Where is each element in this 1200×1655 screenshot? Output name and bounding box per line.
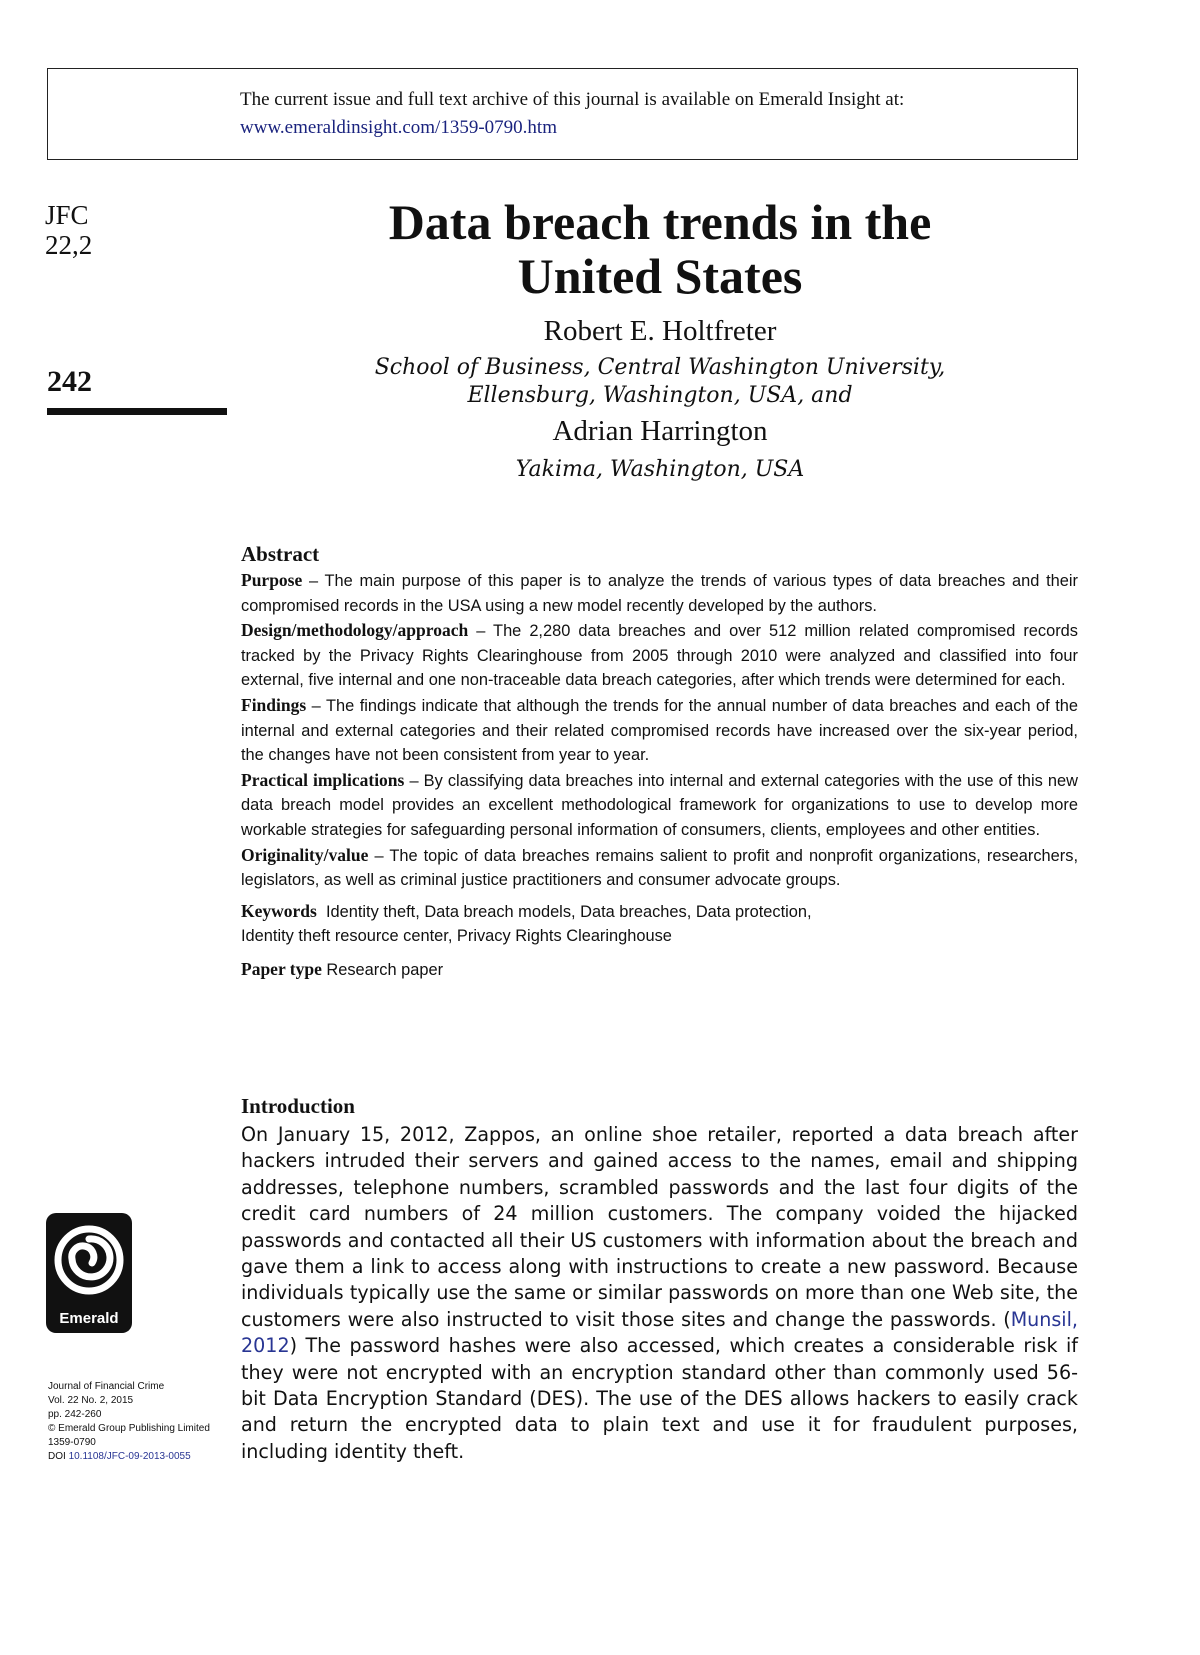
author-1-affiliation (240, 354, 1080, 410)
paper-type-value: Research paper (326, 960, 444, 979)
design-text: – The 2,280 data breaches and over 512 million related compromised records tracked by the Privacy Rights Clearinghouse from 2005 through 2010 were analyzed and classified into four external, five internal and one non-traceable data breach categories, after which trends were determined for each. (241, 622, 1078, 690)
introduction-paragraph (241, 1122, 1078, 1465)
publication-metadata (48, 1380, 238, 1464)
title-line-2: United States (517, 248, 803, 304)
page-number: 242 (47, 365, 92, 398)
doi-link[interactable]: 10.1108/JFC-09-2013-0055 (68, 1451, 191, 1462)
article-title (240, 195, 1080, 303)
abstract-purpose (241, 568, 1078, 618)
affiliation-1-line-2: Ellensburg, Washington, USA, and (467, 383, 853, 408)
originality-text: – The topic of data breaches remains salient to profit and nonprofit organizations, researchers, legislators, as well as criminal justice practitioners and consumer advocate groups. (241, 846, 1078, 890)
journal-volume: 22,2 (45, 230, 93, 260)
meta-volume: Vol. 22 No. 2, 2015 (48, 1395, 134, 1406)
page-number-rule (47, 408, 227, 415)
abstract-findings (241, 693, 1078, 768)
affiliation-1-line-1: School of Business, Central Washington University, (374, 355, 946, 380)
title-line-1: Data breach trends in the (388, 194, 932, 250)
meta-pages: pp. 242-260 (48, 1409, 102, 1420)
doi-label: DOI (48, 1451, 66, 1462)
keywords-line-1: Identity theft, Data breach models, Data breaches, Data protection, (325, 902, 812, 921)
journal-abbreviation (45, 200, 92, 260)
practical-label: Practical implications (241, 769, 405, 790)
meta-copyright: © Emerald Group Publishing Limited (48, 1423, 210, 1434)
author-2: Adrian Harrington (552, 415, 768, 447)
journal-url-link[interactable]: www.emeraldinsight.com/1359-0790.htm (240, 117, 557, 138)
abstract-practical (241, 768, 1078, 843)
meta-doi (48, 1450, 238, 1464)
purpose-text: – The main purpose of this paper is to analyze the trends of various types of data breaches and their compromised records in the USA using a new model recently developed by the authors. (241, 572, 1078, 615)
journal-notice-text: The current issue and full text archive of this journal is available on Emerald Insight at: (240, 89, 905, 110)
author-1: Robert E. Holtfreter (543, 315, 777, 347)
abstract-heading: Abstract (241, 542, 320, 566)
design-label: Design/methodology/approach (241, 620, 469, 641)
paper-type-label: Paper type (241, 958, 322, 979)
findings-text: – The findings indicate that although the trends for the annual number of data breaches and each of the internal and external categories and their related compromised records have increased over the six-year period, the changes have not been consistent from year to year. (241, 696, 1078, 765)
citation-link[interactable]: Munsil, 2012 (241, 1307, 1078, 1358)
abstract-keywords (241, 899, 1078, 949)
emerald-swirl-icon (46, 1213, 132, 1313)
meta-journal: Journal of Financial Crime (48, 1381, 165, 1392)
originality-label: Originality/value (241, 844, 369, 865)
introduction-heading: Introduction (241, 1094, 355, 1118)
keywords-label: Keywords (241, 900, 317, 921)
meta-issn: 1359-0790 (48, 1437, 96, 1448)
abstract-paper-type (241, 957, 1078, 983)
author-2-affiliation: Yakima, Washington, USA (515, 457, 805, 482)
abstract-section (241, 540, 1078, 983)
intro-text-1: On January 15, 2012, Zappos, an online shoe retailer, reported a data breach after hackers intruded their servers and gained access to the names, email and shipping addresses, telephone numbers, scrambled passwords and the last four digits of the credit card numbers of 24 million customers. The company voided the hijacked passwords and contacted all their US customers with information about the breach and gave them a link to access along with instructions to create a new password. Because individuals typically use the same or similar passwords on more than one Web site, the customers were also instructed to visit those sites and change the passwords. ( (241, 1123, 1078, 1331)
journal-notice (240, 86, 904, 142)
abstract-originality (241, 843, 1078, 893)
emerald-logo-text: Emerald (59, 1310, 119, 1327)
emerald-logo (46, 1213, 132, 1333)
journal-abbr: JFC (45, 200, 89, 230)
keywords-line-2: Identity theft resource center, Privacy Rights Clearinghouse (241, 927, 672, 946)
purpose-label: Purpose (241, 570, 303, 590)
intro-text-2: ) The password hashes were also accessed, which creates a considerable risk if they were not encrypted with an encryption standard other than commonly used 56-bit Data Encryption Standard (DES). The use of the DES allows hackers to easily crack and return the encrypted data to plain text and use it for fraudulent purposes, including identity theft. (241, 1334, 1078, 1463)
findings-label: Findings (241, 694, 307, 715)
abstract-design (241, 618, 1078, 693)
practical-text: – By classifying data breaches into internal and external categories with the use of this new data breach model provides an excellent methodological framework for organizations to use to develop more workable strategies for safeguarding personal information of consumers, clients, employees and other entities. (241, 771, 1078, 839)
